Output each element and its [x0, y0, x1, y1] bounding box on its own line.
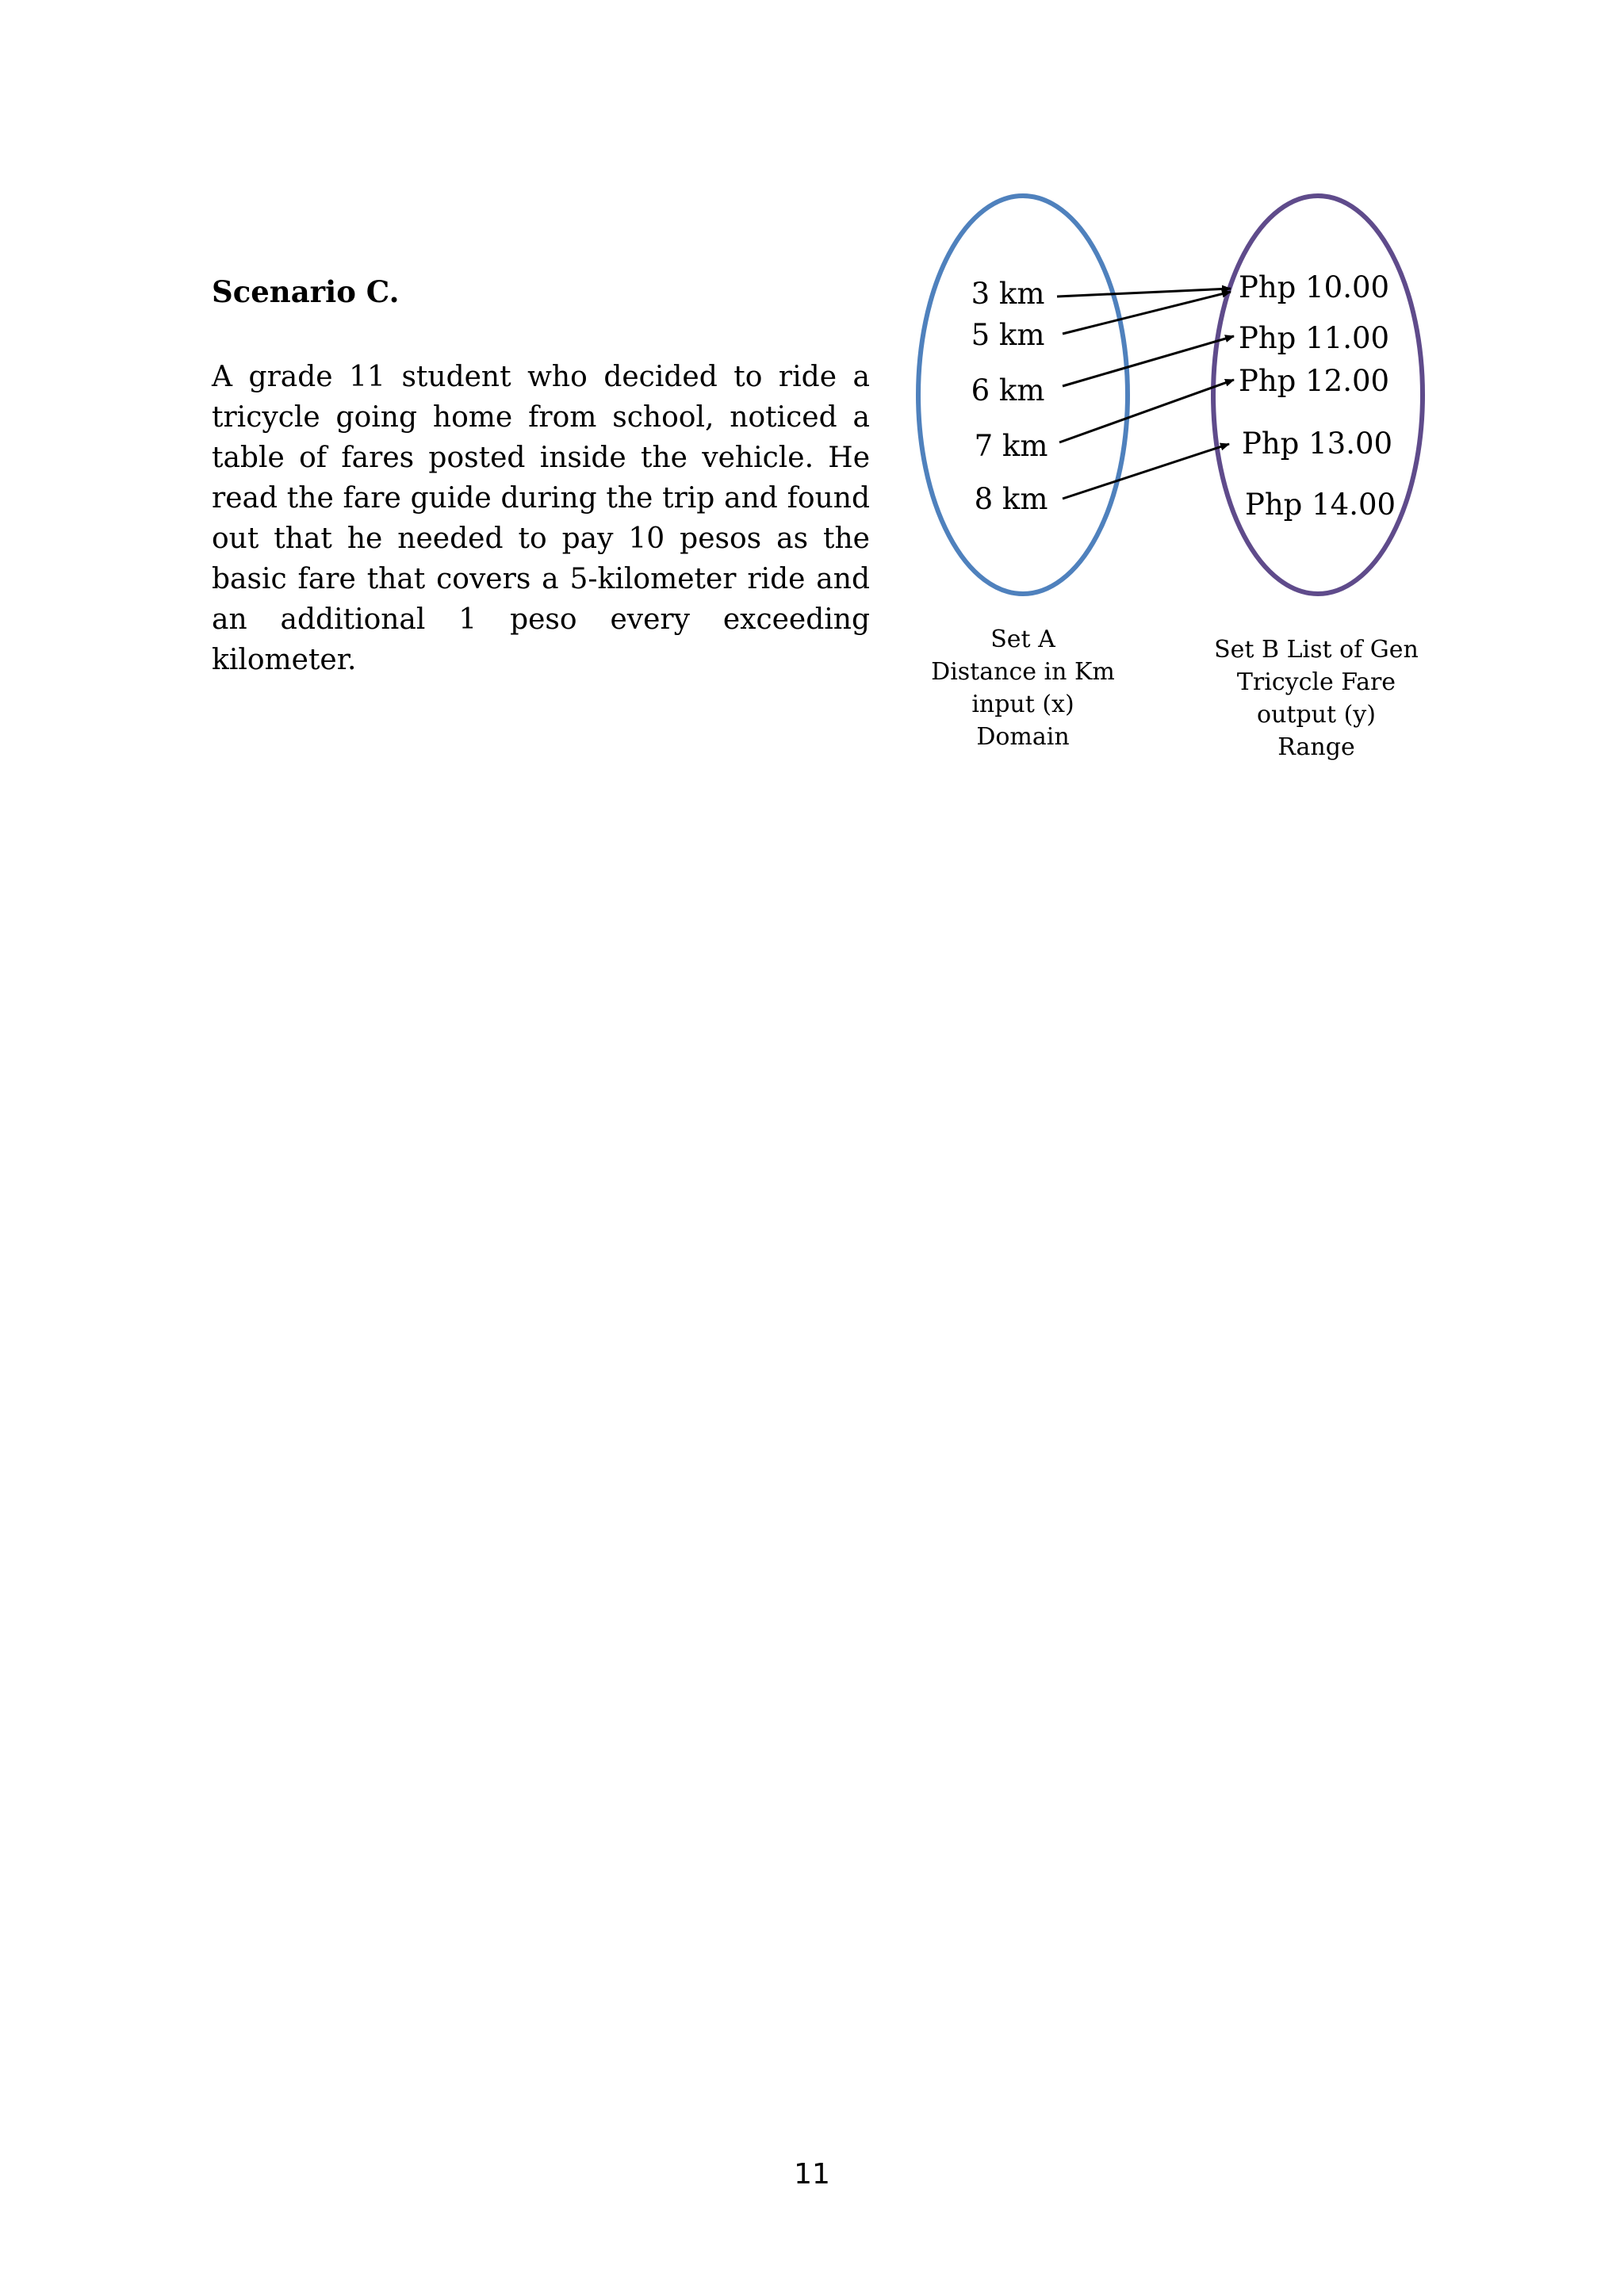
mapping-arrow — [1059, 380, 1234, 442]
mapping-arrow — [1063, 336, 1234, 386]
mapping-arrow — [1063, 444, 1229, 499]
set-a-label-line: input (x) — [971, 691, 1074, 718]
range-items — [1239, 270, 1396, 522]
range-item: Php 12.00 — [1238, 364, 1390, 398]
set-b-label-line: Set B List of Gen — [1214, 636, 1419, 664]
scenario-paragraph: A grade 11 student who decided to ride a tricycle going home from school, noticed a table of fares posted inside the vehicle. He read the fare guide during the trip and found out that he needed to pay 10 pesos as the basic fare that covers a 5-kilometer ride and an additional 1 peso every exceeding kilometer. — [212, 361, 870, 676]
domain-item: 7 km — [974, 429, 1048, 463]
set-b-label — [1182, 633, 1451, 763]
set-a-label-line: Distance in Km — [931, 658, 1115, 686]
mapping-arrow — [1063, 292, 1231, 334]
scenario-heading: Scenario C. — [212, 274, 400, 309]
domain-items — [971, 277, 1048, 516]
range-item: Php 13.00 — [1241, 427, 1393, 461]
set-a-label-line: Set A — [990, 626, 1055, 653]
mapping-arrows — [1057, 289, 1234, 499]
set-b-label-line: output (y) — [1257, 701, 1376, 729]
set-a-label-line: Domain — [976, 723, 1070, 751]
page-number: 11 — [794, 2158, 830, 2191]
range-item: Php 11.00 — [1238, 321, 1390, 355]
range-item: Php 10.00 — [1238, 270, 1390, 304]
domain-item: 6 km — [971, 373, 1045, 408]
domain-item: 5 km — [971, 318, 1045, 352]
range-item: Php 14.00 — [1244, 488, 1396, 522]
domain-item: 8 km — [974, 482, 1048, 516]
mapping-arrow — [1057, 289, 1231, 297]
set-a-label — [888, 623, 1158, 753]
set-b-label-line: Tricycle Fare — [1236, 668, 1396, 696]
set-b-label-line: Range — [1277, 733, 1355, 761]
domain-item: 3 km — [971, 277, 1045, 311]
